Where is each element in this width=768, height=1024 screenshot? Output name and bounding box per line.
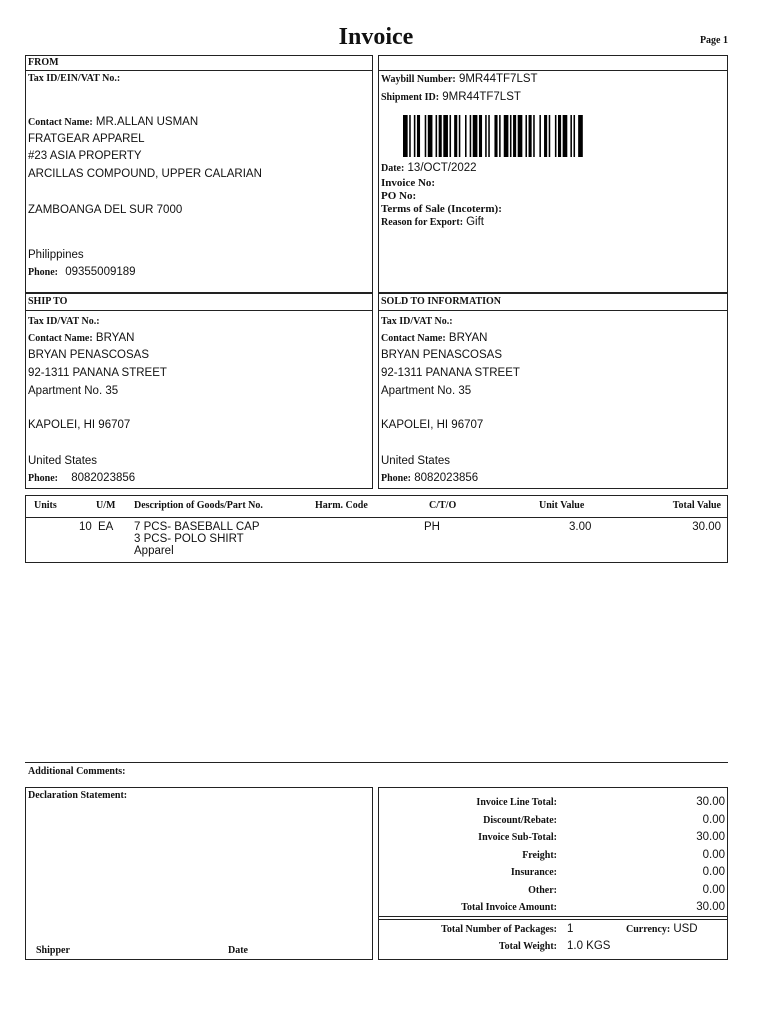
from-contact-label: Contact Name:: [28, 117, 93, 128]
col-unit-value: Unit Value: [539, 500, 585, 511]
ship-to-contact: [28, 330, 134, 347]
additional-comments-label: Additional Comments:: [28, 766, 126, 777]
po-no-label: PO No:: [381, 190, 417, 202]
barcode-bar: [533, 115, 535, 157]
sold-to-line: BRYAN PENASCOSAS: [381, 349, 503, 361]
reason-value: Gift: [466, 216, 484, 228]
totals-row-label: Freight:: [522, 849, 557, 861]
ship-to-phone-label: Phone:: [28, 473, 58, 484]
sold-to-tax-label: Tax ID/VAT No.:: [381, 316, 453, 327]
barcode-bar: [574, 115, 576, 157]
packages-value: 1: [567, 923, 574, 935]
col-cto: C/T/O: [429, 500, 457, 511]
totals-row-label: Invoice Sub-Total:: [478, 832, 557, 843]
from-section: [25, 55, 373, 293]
packages-label: Total Number of Packages:: [441, 924, 557, 935]
sold-to-country: United States: [381, 455, 451, 467]
col-harm-code: Harm. Code: [315, 500, 368, 511]
items-table-header: [26, 496, 727, 518]
sold-to-phone-value: 8082023856: [414, 472, 479, 484]
from-line: ZAMBOANGA DEL SUR 7000: [28, 204, 183, 216]
totals-row-value: 30.00: [696, 796, 725, 808]
col-total-value: Total Value: [672, 500, 721, 511]
cell-description-line: Apparel: [134, 545, 174, 557]
terms-label: Terms of Sale (Incoterm):: [381, 203, 502, 215]
from-line: ARCILLAS COMPOUND, UPPER CALARIAN: [28, 168, 262, 180]
barcode-bar: [544, 115, 547, 157]
barcode-bar: [529, 115, 532, 157]
barcode-bar: [570, 115, 572, 157]
totals-row-label: Insurance:: [510, 867, 557, 878]
ship-to-tax-label: Tax ID/VAT No.:: [28, 316, 100, 327]
barcode-bar: [558, 115, 561, 157]
barcode-bar: [525, 115, 527, 157]
totals-row-value: 30.00: [696, 831, 725, 843]
from-country: Philippines: [28, 249, 84, 261]
ship-to-section: [25, 293, 373, 489]
barcode-bar: [539, 115, 541, 157]
cell-units: 10: [79, 521, 92, 533]
ship-to-line: Apartment No. 35: [28, 385, 119, 397]
declaration-section: [25, 787, 373, 960]
cell-description-line: 3 PCS- POLO SHIRT: [134, 533, 244, 545]
barcode-bar: [414, 115, 416, 157]
waybill-number-label: Waybill Number:: [381, 74, 456, 85]
sold-to-line: Apartment No. 35: [381, 385, 472, 397]
barcode-bar: [499, 115, 501, 157]
shipper-label: Shipper: [36, 945, 70, 956]
sold-to-line: 92-1311 PANANA STREET: [381, 367, 520, 379]
col-um: U/M: [96, 500, 116, 511]
barcode-bar: [488, 115, 490, 157]
invoice-title: Invoice: [338, 24, 414, 50]
barcode-bar: [578, 115, 583, 157]
totals-row-value: 0.00: [702, 848, 725, 861]
page-number: Page 1: [699, 35, 728, 46]
waybill-number-value: 9MR44TF7LST: [458, 73, 538, 85]
ship-to-contact-label: Contact Name:: [28, 333, 93, 344]
signature-date-label: Date: [228, 945, 248, 956]
cell-description-line: 7 PCS- BASEBALL CAP: [134, 521, 260, 533]
sold-to-section: [378, 293, 728, 489]
ship-to-header: SHIP TO: [26, 294, 372, 311]
declaration-label: Declaration Statement:: [28, 790, 128, 801]
shipment-id: [381, 89, 521, 106]
ship-to-line: KAPOLEI, HI 96707: [28, 419, 131, 431]
barcode-bar: [504, 115, 509, 157]
date-label: Date:: [381, 163, 405, 174]
barcode-bar: [479, 115, 482, 157]
barcode-bar: [459, 115, 461, 157]
barcode-bar: [454, 115, 457, 157]
barcode-bar: [409, 115, 411, 157]
from-phone-value: 09355009189: [65, 266, 136, 278]
ship-to-country: United States: [28, 455, 98, 467]
ship-to-line: BRYAN PENASCOSAS: [28, 349, 150, 361]
col-description: Description of Goods/Part No.: [134, 500, 263, 511]
barcode-bar: [417, 115, 420, 157]
ship-to-line: 92-1311 PANANA STREET: [28, 367, 167, 379]
cell-total-value: 30.00: [692, 521, 721, 533]
barcode-bar: [473, 115, 478, 157]
totals-row-label: Other:: [528, 884, 557, 896]
barcode-bar: [510, 115, 512, 157]
from-phone-label: Phone:: [28, 267, 58, 278]
from-header: FROM: [26, 56, 372, 71]
items-table: [25, 495, 728, 563]
sold-to-line: KAPOLEI, HI 96707: [381, 419, 484, 431]
totals-row-label: Invoice Line Total:: [476, 797, 557, 808]
date-value: 13/OCT/2022: [407, 162, 477, 174]
col-units: Units: [34, 500, 57, 511]
totals-row-label: Total Invoice Amount:: [461, 902, 557, 913]
sold-to-header: SOLD TO INFORMATION: [379, 294, 727, 311]
barcode-bar: [425, 115, 427, 157]
cell-cto: PH: [424, 521, 440, 533]
barcode-bar: [470, 115, 472, 157]
barcode-bar: [494, 115, 497, 157]
shipment-id-label: Shipment ID:: [381, 92, 440, 103]
totals-row-label: Discount/Rebate:: [483, 814, 557, 826]
reason-label: Reason for Export:: [381, 217, 464, 228]
totals-section: [378, 787, 728, 960]
weight-value: 1.0 KGS: [567, 940, 611, 952]
totals-divider: [379, 916, 727, 917]
barcode-bar: [465, 115, 467, 157]
waybill-number: [381, 71, 538, 88]
barcode-bar: [443, 115, 448, 157]
from-contact-name: MR.ALLAN USMAN: [95, 116, 199, 128]
barcode-bar: [518, 115, 523, 157]
waybill-header-bar: [379, 56, 727, 71]
cell-um: EA: [98, 521, 114, 533]
sold-to-phone: [381, 470, 478, 487]
totals-row-value: 0.00: [702, 866, 725, 878]
barcode-bar: [428, 115, 433, 157]
totals-row-value: 0.00: [702, 883, 725, 896]
barcode-bar: [436, 115, 438, 157]
barcode-bar: [439, 115, 442, 157]
shipment-id-value: 9MR44TF7LST: [442, 91, 521, 103]
weight-label: Total Weight:: [498, 941, 557, 952]
barcode-bar: [549, 115, 551, 157]
barcode-bar: [513, 115, 516, 157]
from-phone: [28, 264, 136, 281]
waybill-section: [378, 55, 728, 293]
ship-to-phone: [28, 470, 135, 487]
reason-for-export: [381, 216, 484, 229]
sold-to-contact-label: Contact Name:: [381, 333, 446, 344]
from-line: FRATGEAR APPAREL: [28, 133, 145, 145]
currency: [626, 923, 698, 935]
sold-to-phone-label: Phone:: [381, 473, 411, 484]
ship-to-contact-name: BRYAN: [95, 332, 135, 344]
invoice-date: [381, 160, 477, 177]
ship-to-phone-value: 8082023856: [71, 472, 136, 484]
currency-value: USD: [673, 923, 698, 935]
barcode-bar: [563, 115, 568, 157]
currency-label: Currency:: [626, 924, 671, 935]
comments-divider: [25, 762, 728, 763]
invoice-no-label: Invoice No:: [381, 177, 436, 189]
totals-divider-inner: [379, 919, 727, 920]
sold-to-contact: [381, 330, 487, 347]
cell-unit-value: 3.00: [569, 521, 592, 533]
totals-row-value: 30.00: [696, 901, 725, 913]
barcode-bar: [555, 115, 557, 157]
barcode-bar: [485, 115, 487, 157]
from-line: #23 ASIA PROPERTY: [28, 150, 142, 162]
barcode-bar: [450, 115, 452, 157]
barcode-bar: [403, 115, 408, 157]
sold-to-contact-name: BRYAN: [448, 332, 488, 344]
barcode: [403, 115, 648, 157]
totals-row-value: 0.00: [702, 813, 725, 826]
from-contact: [28, 114, 198, 131]
from-tax-label: Tax ID/EIN/VAT No.:: [28, 73, 121, 84]
